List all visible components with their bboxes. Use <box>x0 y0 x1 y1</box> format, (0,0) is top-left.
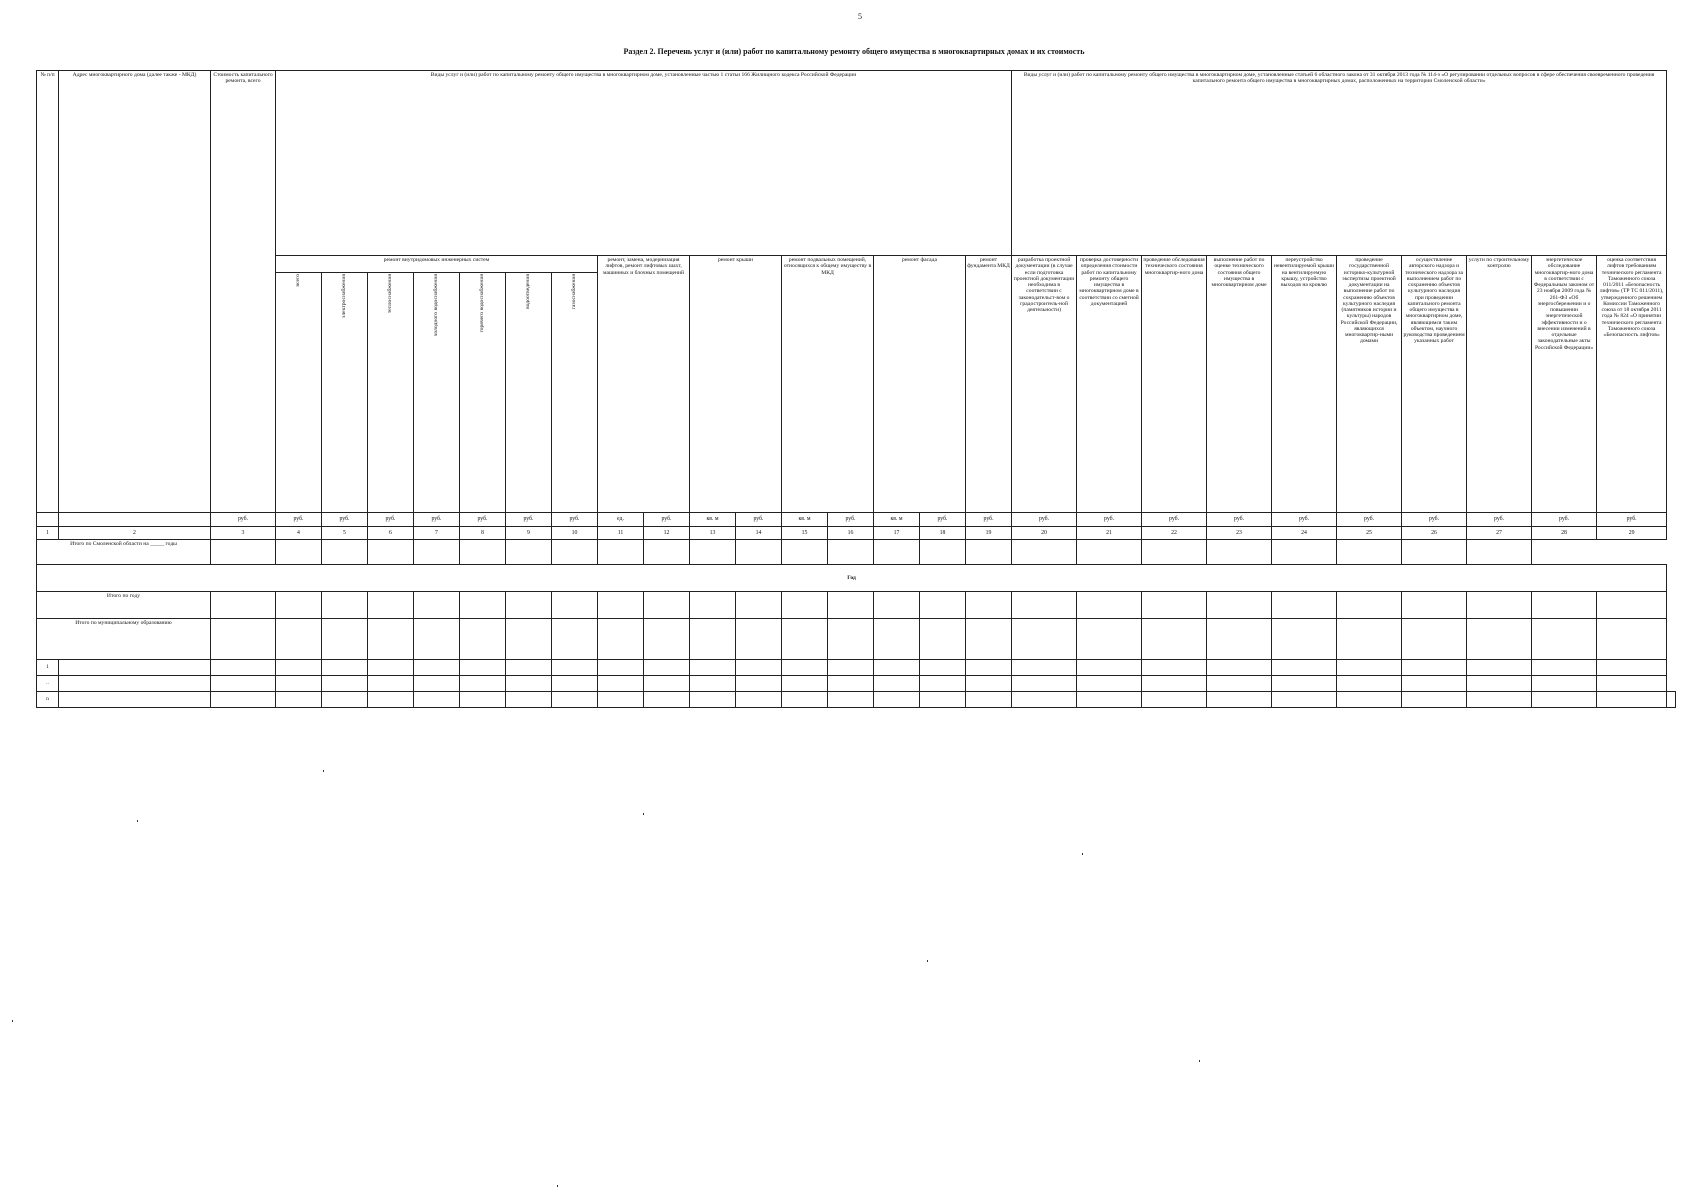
header-estimate-check: проверка достоверности определения стоимости работ по капитальному ремонту общего имущества в многоквартирном доме в соответствии со сметной документацией <box>1077 256 1142 513</box>
column-number: 27 <box>1467 527 1532 540</box>
units-cell: кв. м <box>690 513 736 527</box>
header-foundation: ремонт фундамента МКД <box>966 256 1012 513</box>
units-cell: руб. <box>460 513 506 527</box>
column-number: 7 <box>414 527 460 540</box>
units-cell: руб. <box>1272 513 1337 527</box>
column-number: 24 <box>1272 527 1337 540</box>
header-technical-assessment: выполнение работ по оценке технического состояния общего имущества в многоквартирном доме <box>1207 256 1272 513</box>
units-cell <box>59 513 211 527</box>
column-number: 12 <box>644 527 690 540</box>
units-cell: кв. м <box>782 513 828 527</box>
units-row <box>37 513 1676 527</box>
table-row <box>37 692 1676 708</box>
scan-speck <box>927 960 928 962</box>
total-municipality-label: Итого по муниципальному образованию <box>37 619 211 660</box>
units-cell: руб. <box>1597 513 1667 527</box>
units-cell: руб. <box>736 513 782 527</box>
column-number: 22 <box>1142 527 1207 540</box>
column-number: 21 <box>1077 527 1142 540</box>
header-group-regional: Виды услуг и (или) работ по капитальному ремонту общего имущества в многоквартирном доме, установленные статьей 6 областного закона от 31 октября 2013 года № 114-з «О регулировании отдельных вопросов в сфере обеспечения своевременного проведения капитального ремонта общего имущества в многоквартирных домах, расположенных на территории Смоленской области» <box>1012 71 1667 256</box>
units-cell: руб. <box>368 513 414 527</box>
units-cell: руб. <box>1142 513 1207 527</box>
total-year-label: Итого по году <box>37 592 211 619</box>
units-cell: руб. <box>276 513 322 527</box>
units-cell: руб. <box>1532 513 1597 527</box>
units-cell: руб. <box>920 513 966 527</box>
units-cell: руб. <box>506 513 552 527</box>
header-heritage-expertise: проведение государственной историко-культурной экспертизы проектной документации на выполнение работ по сохранению объектов культурного наследия (памятников истории и культуры) народов Российской Федерации, являющихся многоквартир-ными домами <box>1337 256 1402 513</box>
header-design-docs: разработка проектной документации (в случае если подготовка проектной документации необходима в соответствии с законодательст-вом о градостроитель-ной деятельности) <box>1012 256 1077 513</box>
column-number: 20 <box>1012 527 1077 540</box>
column-number: 19 <box>966 527 1012 540</box>
header-cold-water: холодного водоснабжения <box>414 273 460 513</box>
units-cell: руб. <box>1467 513 1532 527</box>
units-cell: ед. <box>598 513 644 527</box>
total-region-label: Итого по Смоленской области на _____ годы <box>37 540 211 565</box>
page-number: 5 <box>858 12 862 21</box>
column-number: 9 <box>506 527 552 540</box>
column-number: 1 <box>37 527 59 540</box>
header-construction-control: услуги по строительному контролю <box>1467 256 1532 513</box>
total-year-row <box>37 592 1676 619</box>
column-number: 5 <box>322 527 368 540</box>
year-row <box>37 565 1676 592</box>
column-number: 3 <box>211 527 276 540</box>
column-number: 14 <box>736 527 782 540</box>
column-number: 25 <box>1337 527 1402 540</box>
table-row <box>37 660 1676 676</box>
header-facade: ремонт фасада <box>874 256 966 513</box>
column-number: 2 <box>59 527 211 540</box>
column-number: 28 <box>1532 527 1597 540</box>
scan-speck <box>137 820 138 822</box>
total-municipality-row <box>37 619 1676 660</box>
header-gas-supply: газоснабжения <box>552 273 598 513</box>
row-number: n <box>37 692 59 708</box>
scan-speck <box>1082 853 1083 855</box>
units-cell: руб. <box>1402 513 1467 527</box>
units-cell: руб. <box>644 513 690 527</box>
column-number: 6 <box>368 527 414 540</box>
header-technical-survey: проведение обследования технического состояния многоквартир-ного дома <box>1142 256 1207 513</box>
header-sewerage: водоотведения <box>506 273 552 513</box>
scan-speck <box>643 813 644 815</box>
units-cell: руб. <box>211 513 276 527</box>
scan-speck <box>12 1020 13 1022</box>
year-label: Год <box>37 565 1667 592</box>
header-number: № п/п <box>37 71 59 513</box>
header-engineering-systems: ремонт внутридомовых инженерных систем <box>276 256 598 273</box>
column-number: 29 <box>1597 527 1667 540</box>
column-number: 18 <box>920 527 966 540</box>
header-group-federal: Виды услуг и (или) работ по капитальному ремонту общего имущества в многоквартирном доме, установленные частью 1 статьи 166 Жилищного кодекса Российской Федерации <box>276 71 1012 256</box>
column-number: 16 <box>828 527 874 540</box>
units-cell: руб. <box>414 513 460 527</box>
units-cell: руб. <box>828 513 874 527</box>
column-numbers-row <box>37 527 1676 540</box>
column-number: 23 <box>1207 527 1272 540</box>
units-cell: руб. <box>1207 513 1272 527</box>
column-number: 15 <box>782 527 828 540</box>
row-number: 1 <box>37 660 59 676</box>
column-number: 17 <box>874 527 920 540</box>
column-number: 13 <box>690 527 736 540</box>
header-energy-survey: энергетическое обследование многоквартир-ного дома в соответствии с Федеральным законом от 23 ноября 2009 года № 261-ФЗ «Об энергосбережении и о повышении энергетической эффективности и о внесении изменений в отдельные законодательные акты Российской Федерации» <box>1532 256 1597 513</box>
scan-speck <box>1199 1060 1200 1062</box>
header-engineering-total: всего <box>276 273 322 513</box>
units-cell: руб. <box>1012 513 1077 527</box>
total-region-row <box>37 540 1676 565</box>
units-cell: руб. <box>1077 513 1142 527</box>
units-cell <box>37 513 59 527</box>
column-number: 11 <box>598 527 644 540</box>
units-cell: кв. м <box>874 513 920 527</box>
header-hot-water: горячего водоснабжения <box>460 273 506 513</box>
units-cell: руб. <box>552 513 598 527</box>
header-roof-conversion: переустройство невентилируемой крыши на вентилируемую крышу, устройство выходов на кровлю <box>1272 256 1337 513</box>
units-cell: руб. <box>966 513 1012 527</box>
scan-speck <box>323 770 324 772</box>
table-row <box>37 676 1676 692</box>
header-heritage-supervision: осуществление авторского надзора и технического надзора за выполнением работ по сохранению объектов культурного наследия при проведении капитального ремонта общего имущества в многоквартирном доме, являющимся таким объектом, научного руководства проведением указанных работ <box>1402 256 1467 513</box>
document-title: Раздел 2. Перечень услуг и (или) работ по капитальному ремонту общего имущества в многоквартирных домах и их стоимость <box>623 47 1085 56</box>
row-number: .. <box>37 676 59 692</box>
header-lifts: ремонт, замена, модернизация лифтов, ремонт лифтовых шахт, машинных и блочных помещений <box>598 256 690 513</box>
column-number: 10 <box>552 527 598 540</box>
header-basement: ремонт подвальных помещений, относящихся к общему имуществу в МКД <box>782 256 874 513</box>
column-number: 26 <box>1402 527 1467 540</box>
header-lift-assessment: оценка соответствия лифтов требованиям технического регламента Таможенного союза 011/2011 «Безопасность лифтов» (ТР ТС 011/2011), утвержденного решением Комиссии Таможенного союза от 18 октября 2011 года № 824 «О принятии технического регламента Таможенного союза «Безопасность лифтов» <box>1597 256 1667 513</box>
header-address: Адрес многоквартирного дома (далее также - МКД) <box>59 71 211 513</box>
capital-repair-services-table <box>36 70 1676 708</box>
scan-speck <box>557 1185 558 1187</box>
column-number: 8 <box>460 527 506 540</box>
header-electricity: электроснабжения <box>322 273 368 513</box>
header-heat-supply: теплоснабжения <box>368 273 414 513</box>
header-total-cost: Стоимость капитального ремонта, всего <box>211 71 276 513</box>
units-cell: руб. <box>1337 513 1402 527</box>
units-cell: руб. <box>322 513 368 527</box>
header-roof: ремонт крыши <box>690 256 782 513</box>
column-number: 4 <box>276 527 322 540</box>
